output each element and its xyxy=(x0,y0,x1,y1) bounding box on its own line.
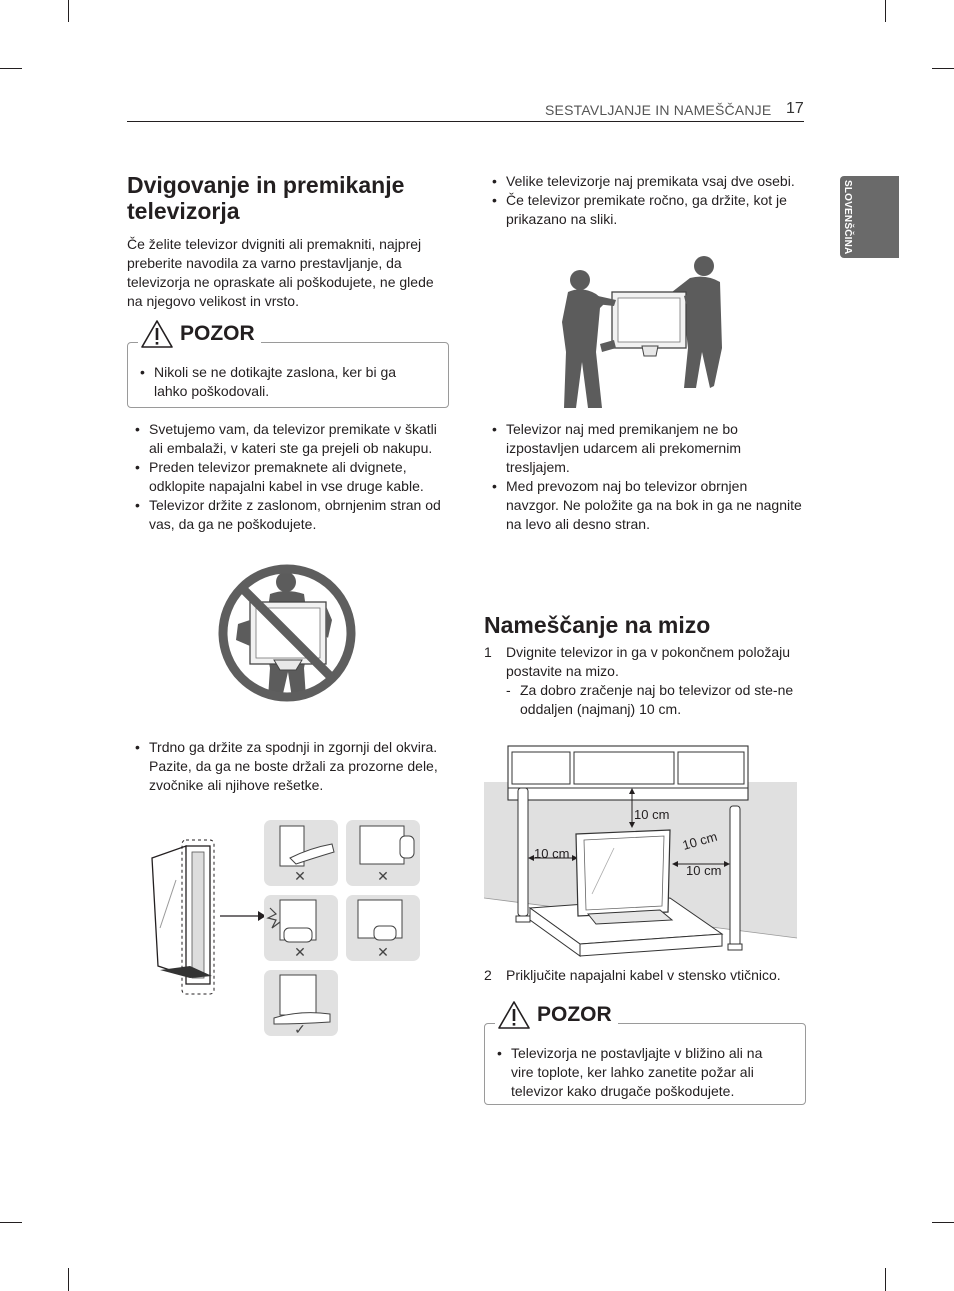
bullet-item: • Preden televizor premaknete ali dvignete, odklopite napajalni kabel in vse druge kable. xyxy=(127,458,451,496)
warning-triangle-icon xyxy=(140,319,174,349)
step-subitem: - Za dobro zračenje naj bo televizor od ste-ne oddaljen (najmanj) 10 cm. xyxy=(506,682,794,717)
caution-label: POZOR xyxy=(180,322,255,345)
caution-heading xyxy=(138,319,261,349)
page-number: 17 xyxy=(786,100,804,117)
bullet-item: • Trdno ga držite za spodnji in zgornji del okvira. Pazite, da ga ne boste držali za prozorne dele, zvočnike ali njihove rešetke. xyxy=(127,738,451,795)
prohibited-carry-illustration xyxy=(214,560,362,706)
table-install-illustration xyxy=(484,744,800,958)
step-number: 1 xyxy=(484,644,492,660)
clearance-label-right-top: 10 cm xyxy=(680,828,719,853)
language-tab-label: SLOVENŠČINA xyxy=(842,180,853,255)
svg-text:✕: ✕ xyxy=(377,944,389,960)
svg-text:✕: ✕ xyxy=(294,868,306,884)
crop-mark xyxy=(0,68,22,69)
running-header: SESTAVLJANJE IN NAMEŠČANJE xyxy=(545,102,772,118)
bullet-item: • Televizor naj med premikanjem ne bo izpostavljen udarcem ali prekomernim tresljajem. xyxy=(484,420,804,477)
svg-text:✕: ✕ xyxy=(294,944,306,960)
caution-label: POZOR xyxy=(537,1003,612,1026)
svg-text:✕: ✕ xyxy=(377,868,389,884)
step-number: 2 xyxy=(484,967,492,983)
clearance-label-top: 10 cm xyxy=(634,807,670,822)
crop-mark xyxy=(68,0,69,22)
step-text: Dvignite televizor in ga v pokončnem položaju postavite na mizo. xyxy=(506,644,791,679)
clearance-label-left: 10 cm xyxy=(534,846,570,861)
crop-mark xyxy=(885,0,886,22)
caution-box xyxy=(127,322,449,408)
bullet-item: • Velike televizorje naj premikata vsaj dve osebi. xyxy=(484,172,804,191)
crop-mark xyxy=(885,1268,886,1291)
caution-item: • Televizorja ne postavljajte v bližino ali na vire toplote, ker lahko zanetite požar ali televizor kako drugače poškodujete. xyxy=(485,1044,779,1101)
step-subitem-text: Za dobro zračenje naj bo televizor od ste-ne oddaljen (najmanj) 10 cm. xyxy=(520,682,794,717)
bullet-item: • Med prevozom naj bo televizor obrnjen navzgor. Ne položite ga na bok in ga ne nagnite na levo ali desno stran. xyxy=(484,477,804,534)
header-rule xyxy=(127,121,804,122)
crop-mark xyxy=(68,1268,69,1291)
bullet-item: • Če televizor premikate ročno, ga držite, kot je prikazano na sliki. xyxy=(484,191,804,229)
step-text: Priključite napajalni kabel v stensko vtičnico. xyxy=(506,967,781,983)
bullet-item: • Svetujemo vam, da televizor premikate v škatli ali embalaži, v kateri ste ga prejeli ob nakupu. xyxy=(127,420,451,458)
language-tab xyxy=(840,176,899,258)
warning-triangle-icon xyxy=(497,1000,531,1030)
two-person-carry-illustration xyxy=(562,252,726,410)
caution-item: • Nikoli se ne dotikajte zaslona, ker bi ga lahko poškodovali. xyxy=(128,363,418,401)
section-title-lifting: Dvigovanje in premikanje televizorja xyxy=(127,172,405,224)
caution-heading xyxy=(495,1000,618,1030)
intro-paragraph: Če želite televizor dvigniti ali premakniti, najprej preberite navodila za varno prestavljanje, da televizorja ne opraskate ali poškodujete, ne glede na njegovo velikost in vrsto. xyxy=(127,236,434,309)
crop-mark xyxy=(0,1222,22,1223)
step-item xyxy=(484,643,802,719)
grip-illustration xyxy=(150,818,426,1042)
crop-mark xyxy=(932,1222,954,1223)
clearance-label-right: 10 cm xyxy=(686,863,722,878)
crop-mark xyxy=(932,68,954,69)
section-title-table-install: Nameščanje na mizo xyxy=(484,612,711,638)
step-item xyxy=(484,966,802,985)
caution-box xyxy=(484,1003,806,1105)
svg-text:✓: ✓ xyxy=(294,1021,306,1037)
bullet-item: • Televizor držite z zaslonom, obrnjenim stran od vas, da ga ne poškodujete. xyxy=(127,496,451,534)
